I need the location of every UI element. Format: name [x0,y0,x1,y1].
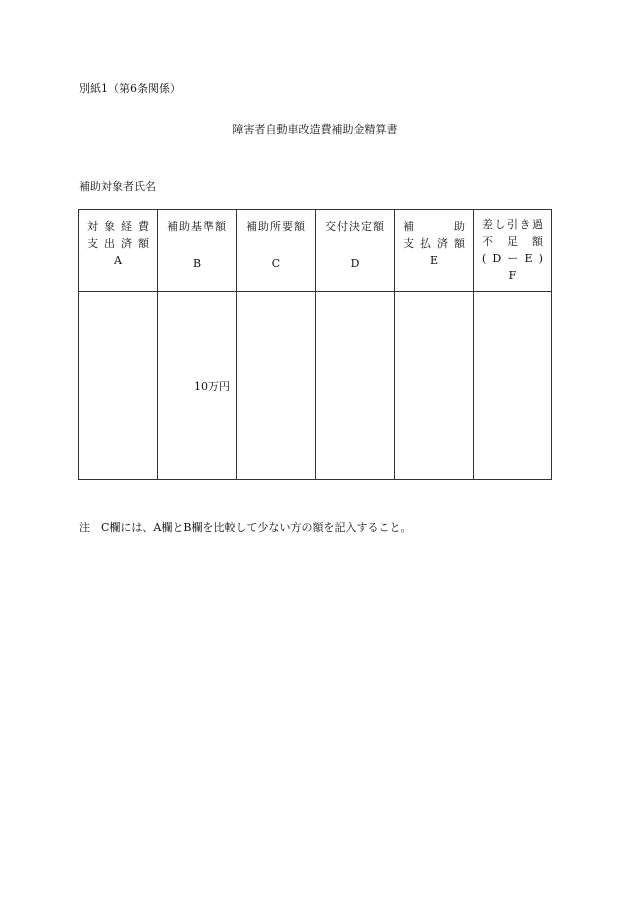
value-cell-a [79,292,158,480]
header-a-line-2: 支 出 済 額 [87,237,149,250]
value-cell-e [395,292,474,480]
document-title: 障害者自動車改造費補助金精算書 [232,123,398,136]
header-d-label: 交付決定額 [325,220,385,233]
header-row [79,210,552,292]
value-cell-c [237,292,316,480]
header-cell-d [316,210,395,292]
header-f-letter: F [508,269,517,282]
header-cell-c [237,210,316,292]
header-cell-f [474,210,552,292]
value-cell-f [474,292,552,480]
header-b-label: 補助基準額 [167,220,227,233]
recipient-name-label: 補助対象者氏名 [79,180,156,193]
value-cell-b [158,292,237,480]
header-f-line-3: ( D ー E ) [482,252,543,265]
header-f-line-2: 不 足 額 [482,235,543,248]
header-d-letter: D [350,257,360,270]
header-e-line-2: 支 払 済 額 [403,237,465,250]
header-c-label: 補助所要額 [246,220,306,233]
header-a-letter: A [114,254,122,267]
appendix-label: 別紙1（第6条関係） [79,82,181,95]
settlement-table [78,209,552,480]
value-cell-d [316,292,395,480]
header-a-line-1: 対 象 経 費 [87,220,149,233]
value-row [79,292,552,480]
header-e-line-1: 補 助 [403,220,465,233]
subsidy-standard-amount: 10万円 [194,380,230,393]
header-cell-e [395,210,474,292]
header-cell-b [158,210,237,292]
header-c-letter: C [271,257,281,270]
footnote: 注 C欄には、A欄とB欄を比較して少ない方の額を記入すること。 [79,521,412,534]
header-b-letter: B [192,257,202,270]
header-e-letter: E [429,254,439,267]
header-f-line-1: 差 し 引 き 過 [482,218,543,231]
header-cell-a [79,210,158,292]
